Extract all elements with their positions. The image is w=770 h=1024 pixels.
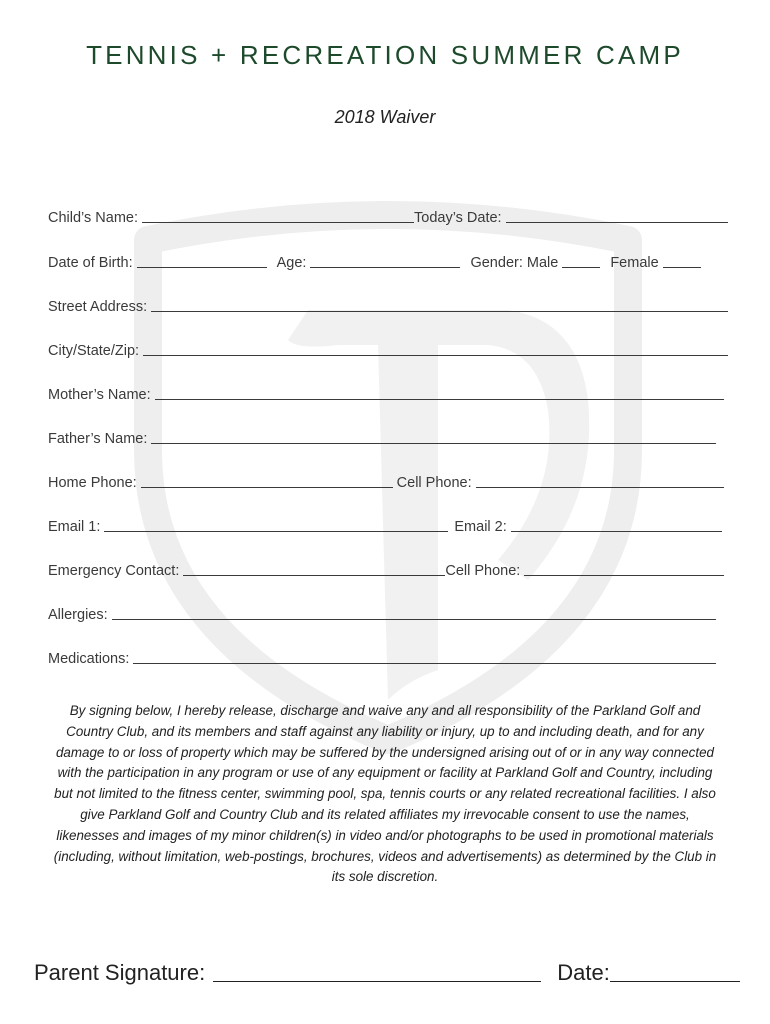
date-of-birth-field[interactable] [137, 253, 267, 268]
todays-date-field[interactable] [506, 208, 728, 223]
email-1-label: Email 1: [48, 519, 101, 535]
age-label: Age: [276, 255, 307, 271]
emergency-contact-field[interactable] [183, 561, 445, 576]
email-1-field[interactable] [104, 517, 448, 532]
gender-female-field[interactable] [663, 253, 701, 268]
row-emails [48, 513, 722, 535]
parent-signature-field[interactable] [213, 957, 541, 982]
city-state-zip-label: City/State/Zip: [48, 343, 140, 359]
signature-date-field[interactable] [610, 957, 740, 982]
fathers-name-label: Father’s Name: [48, 431, 148, 447]
row-phones [48, 469, 724, 491]
cell-phone-field[interactable] [476, 473, 724, 488]
age-field[interactable] [310, 253, 460, 268]
row-medications [48, 645, 716, 667]
row-city-state-zip [48, 337, 728, 359]
parent-signature-label: Parent Signature: [34, 960, 206, 985]
fathers-name-field[interactable] [151, 429, 716, 444]
child-name-field[interactable] [142, 208, 414, 223]
gender-male-field[interactable] [562, 253, 600, 268]
signature-row [34, 954, 740, 986]
email-2-field[interactable] [511, 517, 722, 532]
home-phone-label: Home Phone: [48, 475, 137, 491]
gender-male-label: Gender: Male [470, 255, 559, 271]
medications-label: Medications: [48, 651, 130, 667]
mothers-name-field[interactable] [155, 385, 724, 400]
gender-female-label: Female [610, 255, 659, 271]
city-state-zip-field[interactable] [143, 341, 728, 356]
form-title: TENNIS + RECREATION SUMMER CAMP [86, 40, 684, 70]
email-2-label: Email 2: [454, 519, 507, 535]
allergies-field[interactable] [112, 605, 716, 620]
child-name-label: Child’s Name: [48, 210, 138, 226]
emergency-cell-phone-field[interactable] [524, 561, 724, 576]
emergency-contact-label: Emergency Contact: [48, 563, 180, 579]
row-child-name [48, 204, 728, 226]
home-phone-field[interactable] [141, 473, 393, 488]
street-address-label: Street Address: [48, 299, 148, 315]
row-date-of-birth [48, 249, 728, 271]
row-allergies [48, 601, 716, 623]
row-mothers-name [48, 381, 724, 403]
row-street-address [48, 293, 728, 315]
signature-date-label: Date: [557, 960, 610, 985]
allergies-label: Allergies: [48, 607, 108, 623]
form-subtitle: 2018 Waiver [334, 107, 436, 127]
mothers-name-label: Mother’s Name: [48, 387, 151, 403]
street-address-field[interactable] [151, 297, 728, 312]
row-fathers-name [48, 425, 716, 447]
row-emergency-contact [48, 557, 724, 579]
todays-date-label: Today’s Date: [414, 210, 502, 226]
emergency-cell-phone-label: Cell Phone: [445, 563, 521, 579]
cell-phone-label: Cell Phone: [396, 475, 472, 491]
medications-field[interactable] [133, 649, 716, 664]
date-of-birth-label: Date of Birth: [48, 255, 133, 271]
waiver-disclaimer: By signing below, I hereby release, discharge and waive any and all responsibility of the Parkland Golf and Country Club, and its members and staff against any liability or injury, up to and including death, and for any damage to or loss of property which may be suffered by the undersigned arising out of or in any way connected with the participation in any program or use of any equipment or facility at Parkland Golf and Country, including but not limited to the fitness center, swimming pool, spa, tennis courts or any related recreational facilities. I also give Parkland Golf and Country Club and its related affiliates my irrevocable consent to use the names, likenesses and images of my minor children(s) in video and/or photographs to be used in promotional materials (including, without limitation, web-postings, brochures, videos and advertisements) as determined by the Club in its sole discretion. [53, 703, 717, 885]
